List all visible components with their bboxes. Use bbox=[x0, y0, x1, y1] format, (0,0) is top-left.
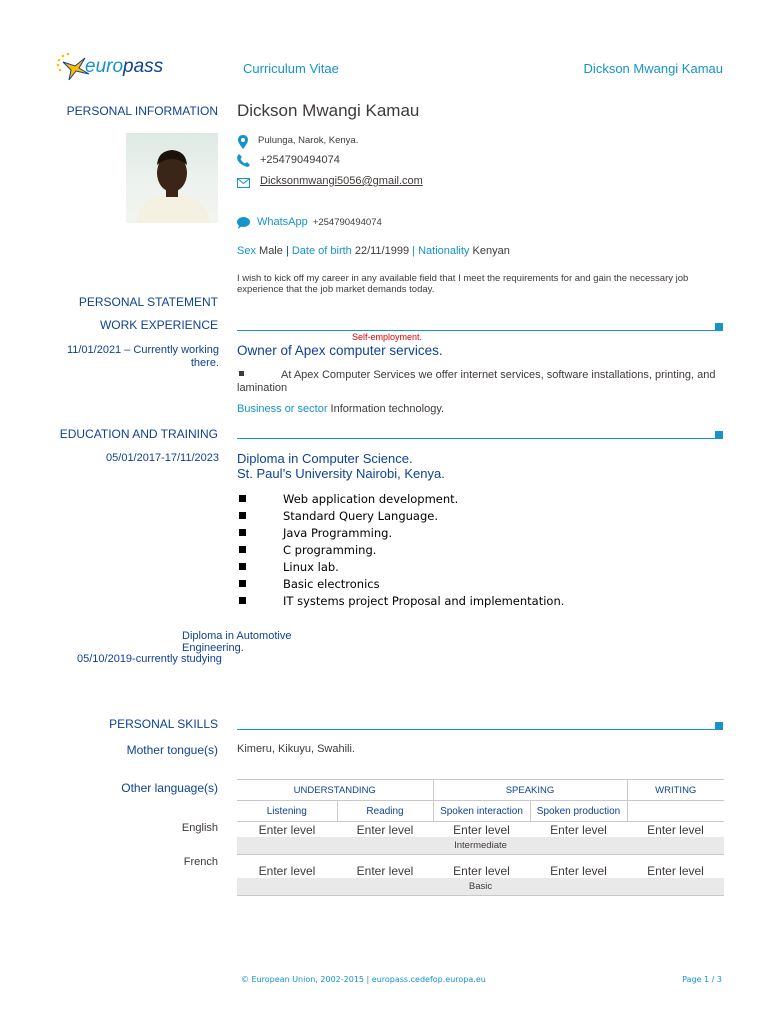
page-number: Page 1 / 3 bbox=[682, 975, 722, 984]
education-label: EDUCATION AND TRAINING bbox=[59, 427, 218, 441]
header-name: Dickson Mwangi Kamau bbox=[583, 61, 723, 76]
table-row bbox=[237, 822, 724, 838]
level-cell: Enter level bbox=[258, 822, 316, 837]
understanding-header: UNDERSTANDING bbox=[237, 780, 433, 801]
personal-skills-label: PERSONAL SKILLS bbox=[109, 717, 218, 731]
im-value: +254790494074 bbox=[312, 217, 382, 228]
list-item: Linux lab. bbox=[237, 558, 564, 575]
sector-value: Information technology. bbox=[330, 403, 445, 415]
location-icon bbox=[238, 135, 248, 149]
work-experience-label: WORK EXPERIENCE bbox=[99, 318, 218, 332]
separator: | bbox=[285, 245, 289, 257]
second-education-title: Diploma in Automotive Engineering. bbox=[182, 630, 292, 654]
list-item: IT systems project Proposal and implementation. bbox=[237, 592, 564, 609]
level-cell: Enter level bbox=[647, 822, 704, 837]
phone-icon bbox=[237, 154, 250, 167]
personal-info-label: PERSONAL INFORMATION bbox=[66, 104, 218, 118]
second-education-dates: 05/10/2019-currently studying bbox=[77, 653, 222, 665]
language-table bbox=[237, 779, 724, 896]
list-item: Basic electronics bbox=[237, 575, 564, 592]
logo-text-pass: pass bbox=[123, 56, 164, 77]
spoken-production-header: Spoken production bbox=[530, 801, 627, 822]
section-rule bbox=[237, 330, 723, 331]
mother-tongue-value: Kimeru, Kikuyu, Swahili. bbox=[237, 743, 355, 755]
table-row bbox=[237, 837, 724, 855]
dob-value: 22/11/1999 bbox=[354, 245, 410, 257]
work-description bbox=[237, 369, 722, 395]
section-rule bbox=[237, 438, 723, 439]
level-cell: Enter level bbox=[356, 863, 414, 878]
mother-tongue-label: Mother tongue(s) bbox=[126, 743, 218, 757]
chat-icon bbox=[237, 217, 250, 229]
list-item: Java Programming. bbox=[237, 524, 564, 541]
separator: | bbox=[412, 245, 416, 257]
sector-label: Business or sector bbox=[237, 403, 328, 415]
language-name: English bbox=[181, 822, 218, 834]
section-rule-marker bbox=[715, 323, 723, 331]
list-item: Web application development. bbox=[237, 490, 564, 507]
profile-photo bbox=[126, 133, 218, 223]
level-cell: Enter level bbox=[356, 822, 414, 837]
work-dates: 11/01/2021 – Currently working there. bbox=[66, 344, 219, 369]
list-item: Standard Query Language. bbox=[237, 507, 564, 524]
statement-label: PERSONAL STATEMENT bbox=[78, 295, 218, 309]
personal-details-row bbox=[237, 245, 510, 257]
email-link[interactable]: Dicksonmwangi5056@gmail.com bbox=[260, 175, 423, 187]
level-cell: Enter level bbox=[453, 863, 510, 878]
certificate-note: Intermediate bbox=[237, 837, 724, 855]
level-cell: Enter level bbox=[453, 822, 510, 837]
level-cell: Enter level bbox=[647, 863, 704, 878]
europass-logo bbox=[55, 52, 164, 82]
writing-header: WRITING bbox=[627, 780, 724, 801]
applicant-name: Dickson Mwangi Kamau bbox=[237, 101, 420, 120]
certificate-note: Basic bbox=[237, 878, 724, 896]
writing-subheader bbox=[627, 801, 724, 822]
section-rule bbox=[237, 729, 723, 730]
sex-value: Male bbox=[259, 245, 283, 257]
level-cell: Enter level bbox=[550, 863, 607, 878]
footer-copyright: © European Union, 2002-2015 | europass.cedefop.europa.eu bbox=[241, 975, 486, 984]
work-title: Owner of Apex computer services. bbox=[237, 343, 443, 358]
nationality-value: Kenyan bbox=[472, 245, 510, 257]
doc-title: Curriculum Vitae bbox=[243, 61, 339, 76]
employment-type: Self-employment. bbox=[352, 332, 423, 342]
im-label: WhatsApp bbox=[257, 216, 308, 228]
section-rule-marker bbox=[715, 722, 723, 730]
spoken-interaction-header: Spoken interaction bbox=[433, 801, 530, 822]
sector-row bbox=[237, 403, 444, 415]
email-icon bbox=[237, 178, 250, 188]
list-item: C programming. bbox=[237, 541, 564, 558]
table-row bbox=[237, 863, 724, 878]
level-cell: Enter level bbox=[550, 822, 607, 837]
work-description-text: At Apex Computer Services we offer internet services, software installations, printing, and lamination bbox=[237, 369, 716, 394]
logo-text-euro: euro bbox=[85, 56, 124, 77]
education-title-1: Diploma in Computer Science. bbox=[237, 451, 413, 466]
nationality-label: Nationality bbox=[418, 245, 470, 257]
phone: +254790494074 bbox=[260, 154, 340, 166]
im-row bbox=[257, 216, 382, 228]
other-languages-label: Other language(s) bbox=[121, 781, 218, 795]
reading-header: Reading bbox=[337, 801, 433, 822]
level-cell: Enter level bbox=[258, 863, 316, 878]
sex-label: Sex bbox=[237, 245, 256, 257]
education-dates: 05/01/2017-17/11/2023 bbox=[106, 452, 219, 464]
statement-text: I wish to kick off my career in any available field that I meet the requirements for and gain the necessary job experience that the job market demands today. bbox=[237, 273, 689, 295]
address: Pulunga, Narok, Kenya. bbox=[258, 135, 359, 146]
listening-header: Listening bbox=[237, 801, 337, 822]
section-rule-marker bbox=[715, 431, 723, 439]
speaking-header: SPEAKING bbox=[433, 780, 627, 801]
dob-label: Date of birth bbox=[291, 245, 352, 257]
language-name: French bbox=[183, 856, 218, 868]
education-title-2: St. Paul’s University Nairobi, Kenya. bbox=[237, 466, 445, 481]
table-row bbox=[237, 878, 724, 896]
subject-list bbox=[237, 490, 564, 609]
